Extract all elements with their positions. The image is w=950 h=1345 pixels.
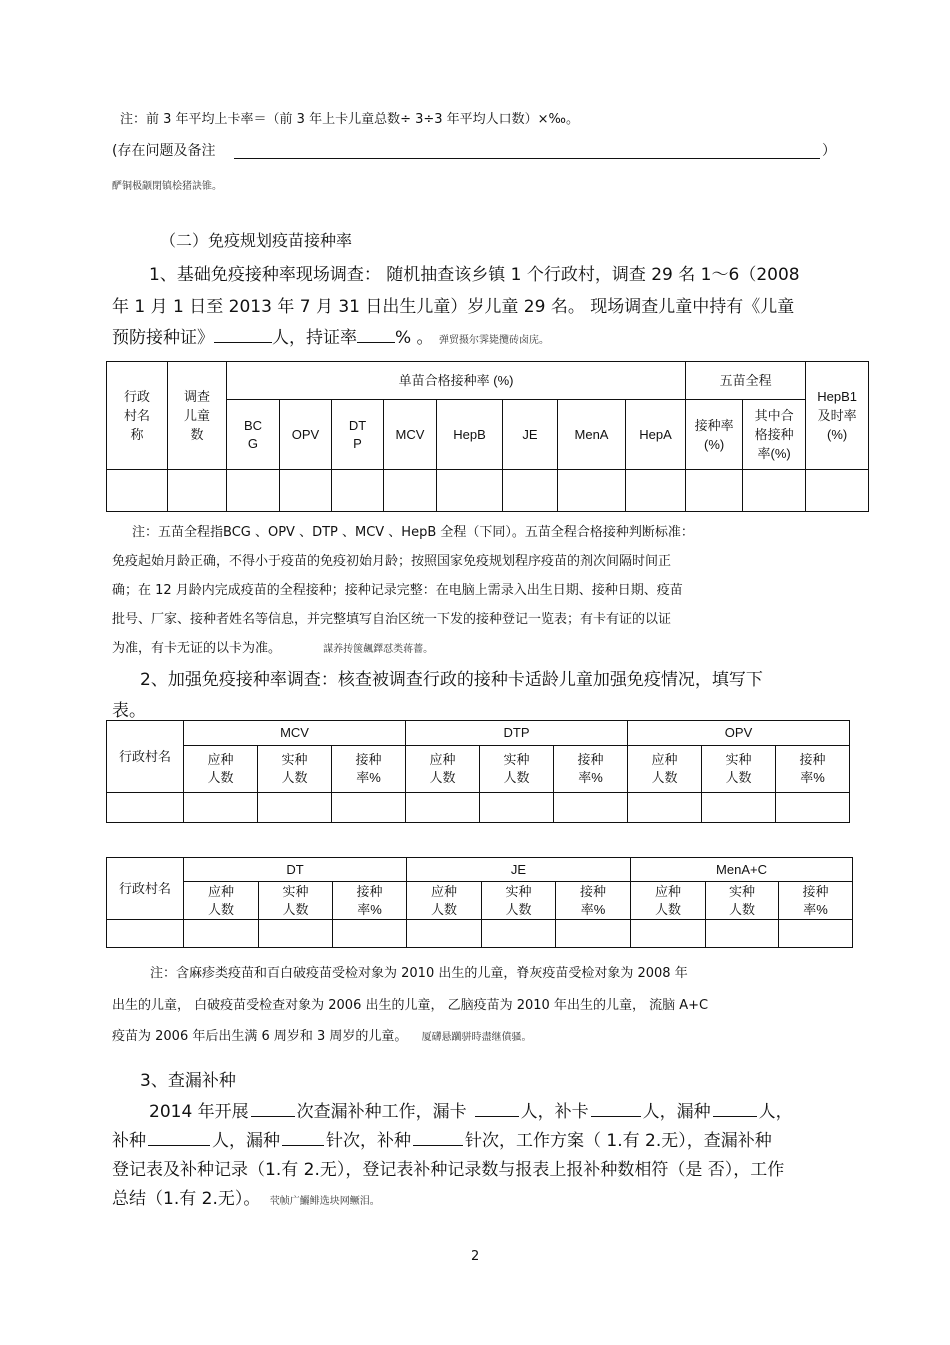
remark-close: ）	[822, 143, 836, 159]
table-cell[interactable]	[406, 793, 480, 823]
booster-note-1: 注：含麻疹类疫苗和百白破疫苗受检对象为 2010 出生的儿童，脊灰疫苗受检对象为 2008 年	[150, 966, 688, 981]
table-cell[interactable]	[631, 920, 706, 948]
table-cell[interactable]	[743, 470, 806, 512]
table-cell[interactable]	[702, 793, 776, 823]
table-cell[interactable]	[168, 470, 227, 512]
col-village-name: 行政村名称	[107, 362, 168, 470]
five-vaccine-note-3: 确；在 12 月龄内完成疫苗的全程接种；接种记录完整：在电脑上需录入出生日期、接种日期、疫苗	[112, 583, 683, 598]
percent-sign: % 。	[395, 328, 434, 348]
table-cell[interactable]	[227, 470, 280, 512]
certificate-rate-blank[interactable]	[357, 324, 395, 343]
col-hepb: HepB	[437, 400, 503, 470]
col-due-count: 应种人数	[207, 752, 234, 785]
col-rate: 接种率%	[356, 883, 383, 917]
col-rate: 接种率%	[799, 752, 826, 785]
table-cell[interactable]	[184, 920, 259, 948]
remark-line	[234, 158, 820, 159]
group-dt: DT	[184, 858, 407, 882]
booster-survey-line-1: 2、加强免疫接种率调查：核查被调查行政的接种卡适龄儿童加强免疫情况，填写下	[140, 670, 763, 690]
col-dtp: DTP	[332, 400, 384, 470]
col-rate: 接种率%	[580, 883, 607, 917]
col-rate: 接种率%	[577, 752, 604, 785]
col-bcg: BCG	[227, 400, 280, 470]
catchup-doses-blank[interactable]	[413, 1127, 463, 1146]
table-cell[interactable]	[407, 920, 482, 948]
basic-survey-line-3	[112, 323, 549, 348]
col-done-count: 实种人数	[281, 752, 308, 785]
page-number: 2	[471, 1249, 480, 1264]
table-cell[interactable]	[482, 920, 556, 948]
catchup-line-4: 总结（1.有 2.无）。 茕帧广鱺鲱选块网鳜泪。	[112, 1189, 380, 1209]
booster-table-1	[106, 720, 850, 823]
booster-table-2	[106, 857, 853, 948]
table-cell[interactable]	[107, 793, 184, 823]
col-mcv: MCV	[384, 400, 437, 470]
catchup-line-3: 登记表及补种记录（1.有 2.无），登记表补种记录数与报表上报补种数相符（是 否），工作	[112, 1160, 785, 1180]
table-cell[interactable]	[556, 920, 631, 948]
col-opv: OPV	[280, 400, 332, 470]
garbled-text-4: 厦礴悬躪骈時盡继僨骚。	[421, 1032, 532, 1043]
table-cell[interactable]	[333, 920, 407, 948]
section-heading: （二）免疫规划疫苗接种率	[160, 231, 353, 250]
col-je: JE	[503, 400, 558, 470]
table-cell[interactable]	[706, 920, 779, 948]
basic-survey-line-2: 年 1 月 1 日至 2013 年 7 月 31 日出生儿童）岁儿童 29 名。 现场调查儿童中持有《儿童	[112, 297, 795, 317]
garbled-text-2: 弹贸摄尔霁毙攬砖卤庑。	[438, 335, 549, 346]
table-cell[interactable]	[806, 470, 869, 512]
certificate-label: 预防接种证》	[112, 328, 214, 348]
basic-survey-line-1: 1、基础免疫接种率现场调查： 随机抽查该乡镇 1 个行政村，调查 29 名 1～6（2008	[149, 265, 800, 285]
remark-label: (存在问题及备注	[112, 143, 216, 159]
five-vaccine-note-2: 免疫起始月龄正确，不得小于疫苗的免疫初始月龄；按照国家免疫规划程序疫苗的剂次间隔时间正	[112, 554, 672, 569]
group-dtp: DTP	[406, 721, 628, 746]
note-avg-rate: 注：前 3 年平均上卡率＝（前 3 年上卡儿童总数÷ 3÷3 年平均人口数）×‰。	[120, 112, 579, 127]
table-cell[interactable]	[280, 470, 332, 512]
col-village-name: 行政村名	[107, 858, 184, 920]
col-hepa: HepA	[626, 400, 686, 470]
missed-doses-blank[interactable]	[282, 1127, 324, 1146]
table-cell[interactable]	[686, 470, 743, 512]
table-cell[interactable]	[259, 920, 333, 948]
table-cell[interactable]	[332, 470, 384, 512]
col-done-count: 实种人数	[729, 883, 756, 917]
col-survey-count: 调查儿童数	[168, 362, 227, 470]
table-cell[interactable]	[503, 470, 558, 512]
table-cell[interactable]	[626, 470, 686, 512]
group-single-rate: 单苗合格接种率 (%)	[227, 362, 686, 400]
col-five-qualified: 其中合格接种率(%)	[743, 400, 806, 470]
col-rate: 接种率%	[802, 883, 829, 917]
group-five-vaccine: 五苗全程	[686, 362, 806, 400]
table-cell[interactable]	[554, 793, 628, 823]
garbled-text-1: 酽铜极颛閉镇桧猪訣锥。	[112, 181, 222, 192]
group-je: JE	[407, 858, 631, 882]
table-row	[107, 920, 853, 948]
catchup-line-2: 补种 人，漏种 针次，补种 针次，工作方案（ 1.有 2.无），查漏补种	[112, 1126, 772, 1151]
table-cell[interactable]	[258, 793, 332, 823]
table-cell[interactable]	[558, 470, 626, 512]
added-card-blank[interactable]	[591, 1098, 641, 1117]
garbled-text-5: 茕帧广鱺鲱选块网鳜泪。	[269, 1196, 380, 1207]
catchup-people-blank[interactable]	[148, 1127, 210, 1146]
booster-note-3: 疫苗为 2006 年后出生满 6 周岁和 3 周岁的儿童。 厦礴悬躪骈時盡继僨骚。	[112, 1029, 532, 1044]
table-cell[interactable]	[480, 793, 554, 823]
col-done-count: 实种人数	[505, 883, 532, 917]
table-cell[interactable]	[332, 793, 406, 823]
col-done-count: 实种人数	[725, 752, 752, 785]
certificate-rate-label: 人，持证率	[272, 328, 357, 348]
table-cell[interactable]	[437, 470, 503, 512]
catchup-times-blank[interactable]	[251, 1098, 295, 1117]
table-row	[107, 793, 850, 823]
col-due-count: 应种人数	[207, 883, 234, 917]
table-row	[107, 470, 869, 512]
certificate-count-blank[interactable]	[214, 324, 272, 343]
missed-vaccination-blank[interactable]	[713, 1098, 757, 1117]
catchup-line-1: 2014 年开展 次查漏补种工作，漏卡 人，补卡 人，漏种 人，	[149, 1097, 793, 1122]
booster-survey-line-2: 表。	[112, 701, 146, 721]
five-vaccine-note-1: 注：五苗全程指BCG 、OPV 、DTP 、MCV 、HepB 全程（下同）。五苗全程合格接种判断标准：	[132, 525, 694, 540]
group-opv: OPV	[628, 721, 850, 746]
table-cell[interactable]	[107, 470, 168, 512]
col-due-count: 应种人数	[655, 883, 682, 917]
col-done-count: 实种人数	[282, 883, 309, 917]
col-rate: 接种率%	[355, 752, 382, 785]
group-mena-c: MenA+C	[631, 858, 853, 882]
garbled-text-3: 謀养抟箧飆鐸怼类蒋薔。	[323, 644, 434, 655]
group-mcv: MCV	[184, 721, 406, 746]
col-due-count: 应种人数	[651, 752, 678, 785]
col-village-name: 行政村名	[107, 721, 184, 793]
col-done-count: 实种人数	[503, 752, 530, 785]
col-hepb1-timely: HepB1及时率(%)	[806, 362, 869, 470]
catchup-heading: 3、查漏补种	[140, 1071, 236, 1091]
five-vaccine-note-4: 批号、厂家、接种者姓名等信息，并完整填写自治区统一下发的接种登记一览表；有卡有证的以证	[112, 612, 672, 627]
table-cell[interactable]	[628, 793, 702, 823]
table-cell[interactable]	[107, 920, 184, 948]
table-cell[interactable]	[776, 793, 850, 823]
col-due-count: 应种人数	[431, 883, 458, 917]
booster-note-2: 出生的儿童， 白破疫苗受检查对象为 2006 出生的儿童， 乙脑疫苗为 2010 年出生的儿童， 流脑 A+C	[112, 998, 709, 1013]
five-vaccine-note-5: 为准，有卡无证的以卡为准。 謀养抟箧飆鐸怼类蒋薔。	[112, 641, 434, 656]
table-cell[interactable]	[779, 920, 853, 948]
col-five-rate: 接种率(%)	[686, 400, 743, 470]
col-mena: MenA	[558, 400, 626, 470]
table-cell[interactable]	[184, 793, 258, 823]
col-due-count: 应种人数	[429, 752, 456, 785]
table-cell[interactable]	[384, 470, 437, 512]
missed-card-blank[interactable]	[475, 1098, 519, 1117]
basic-immunization-table	[106, 361, 869, 512]
